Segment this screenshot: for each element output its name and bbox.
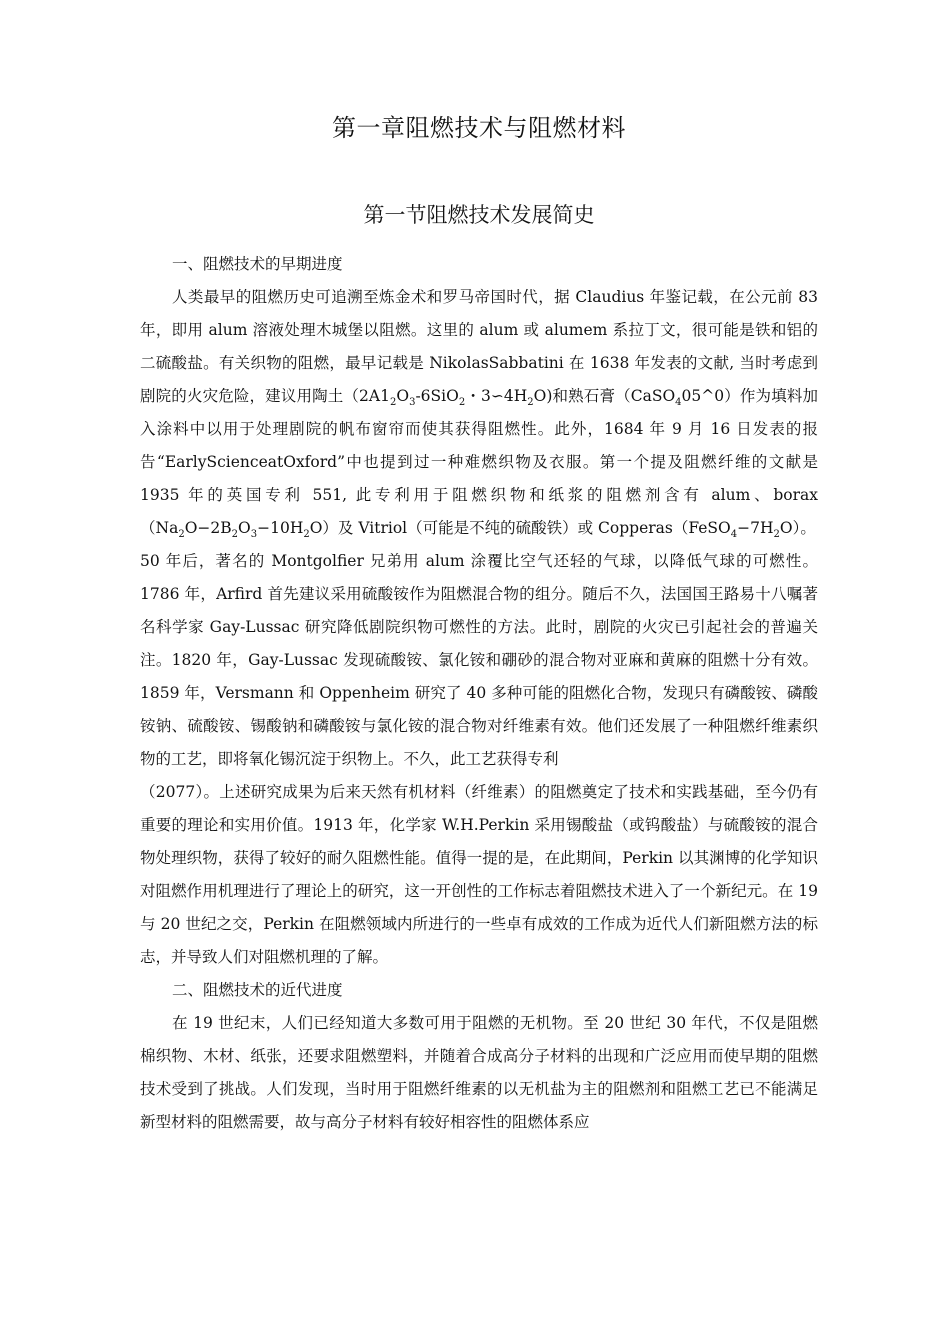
subheading-early-progress: 一、阻燃技术的早期进度 bbox=[172, 255, 343, 273]
paragraph-early-history: 人类最早的阻燃历史可追溯至炼金术和罗马帝国时代，据 Claudius 年鉴记载，在公元前 83 年，即用 alum 溶液处理木城堡以阻燃。这里的 alum 或 alumem 系拉丁文，很可能是铁和铝的二硫酸盐。有关织物的阻燃，最早记载是 NikolasSabbatini 在 1638 年发表的文献, 当时考虑到剧院的火灾危险，建议用陶土（$2A1_2O_3-6SiO_2$・$3∽4H_2O$)和熟石膏（CaSO$_4$05^0）作为填料加入涂料中以用于处理剧院的帆布窗帘而使其获得阻燃性。此外，1684 年 9 月 16 日发表的报告“EarlyScienceatOxford”中也提到过一种难燃织物及衣服。第一个提及阻燃纤维的文献是 1935 年的英国专利 551, 此专利用于阻燃织物和纸浆的阻燃剂含有 alum、$borax(Na_2O-2B_2O_3-10H_2O)$及 Vitriol（可能是不纯的硫酸铁）或 $Copperas(FeSO_4-7H_2O)$。 bbox=[140, 288, 818, 541]
paragraph-19th-century: 在 19 世纪末，人们已经知道大多数可用于阻燃的无机物。至 20 世纪 30 年代，不仅是阻燃棉织物、木材、纸张，还要求阻燃塑料，并随着合成高分子材料的出现和广泛应用而使早期的阻燃技术受到了挑战。人们发现，当时用于阻燃纤维素的以无机盐为主的阻燃剂和阻燃工艺已不能满足新型材料的阻燃需要，故与高分子材料有较好相容性的阻燃体系应 bbox=[140, 1014, 818, 1131]
paragraph-perkin: （2077）。上述研究成果为后来天然有机材料（纤维素）的阻燃奠定了技术和实践基础，至今仍有重要的理论和实用价值。1913 年，化学家 W.H.Perkin 采用锡酸盐（或钨酸盐）与硫酸铵的混合物处理织物，获得了较好的耐久阻燃性能。值得一提的是，在此期间，Perkin 以其渊博的化学知识对阻燃作用机理进行了理论上的研究，这一开创性的工作标志着阻燃技术进入了一个新纪元。在 19 与 20 世纪之交，Perkin 在阻燃领域内所进行的一些卓有成效的工作成为近代人们新阻燃方法的标志，并导致人们对阻燃机理的了解。 bbox=[140, 783, 818, 966]
section-title: 第一节阻燃技术发展简史 bbox=[363, 203, 595, 227]
chapter-title: 第一章阻燃技术与阻燃材料 bbox=[332, 114, 626, 142]
paragraph-montgolfier: 50 年后，著名的 Montgolfier 兄弟用 alum 涂覆比空气还轻的气球，以降低气球的可燃性。1786 年，Arfird 首先建议采用硫酸铵作为阻燃混合物的组分。随后不久，法国国王路易十八嘱著名科学家 Gay-Lussac 研究降低剧院织物可燃性的方法。此时，剧院的火灾已引起社会的普遍关注。1820 年，Gay-Lussac 发现硫酸铵、氯化铵和硼砂的混合物对亚麻和黄麻的阻燃十分有效。1859 年，Versmann 和 Oppenheim 研究了 40 多种可能的阻燃化合物，发现只有磷酸铵、磷酸铵钠、硫酸铵、锡酸钠和磷酸铵与氯化铵的混合物对纤维素有效。他们还发展了一种阻燃纤维素织物的工艺，即将氧化锡沉淀于织物上。不久，此工艺获得专利 bbox=[140, 552, 818, 768]
subheading-modern-progress: 二、阻燃技术的近代进度 bbox=[172, 981, 343, 999]
document-body bbox=[140, 248, 818, 1139]
